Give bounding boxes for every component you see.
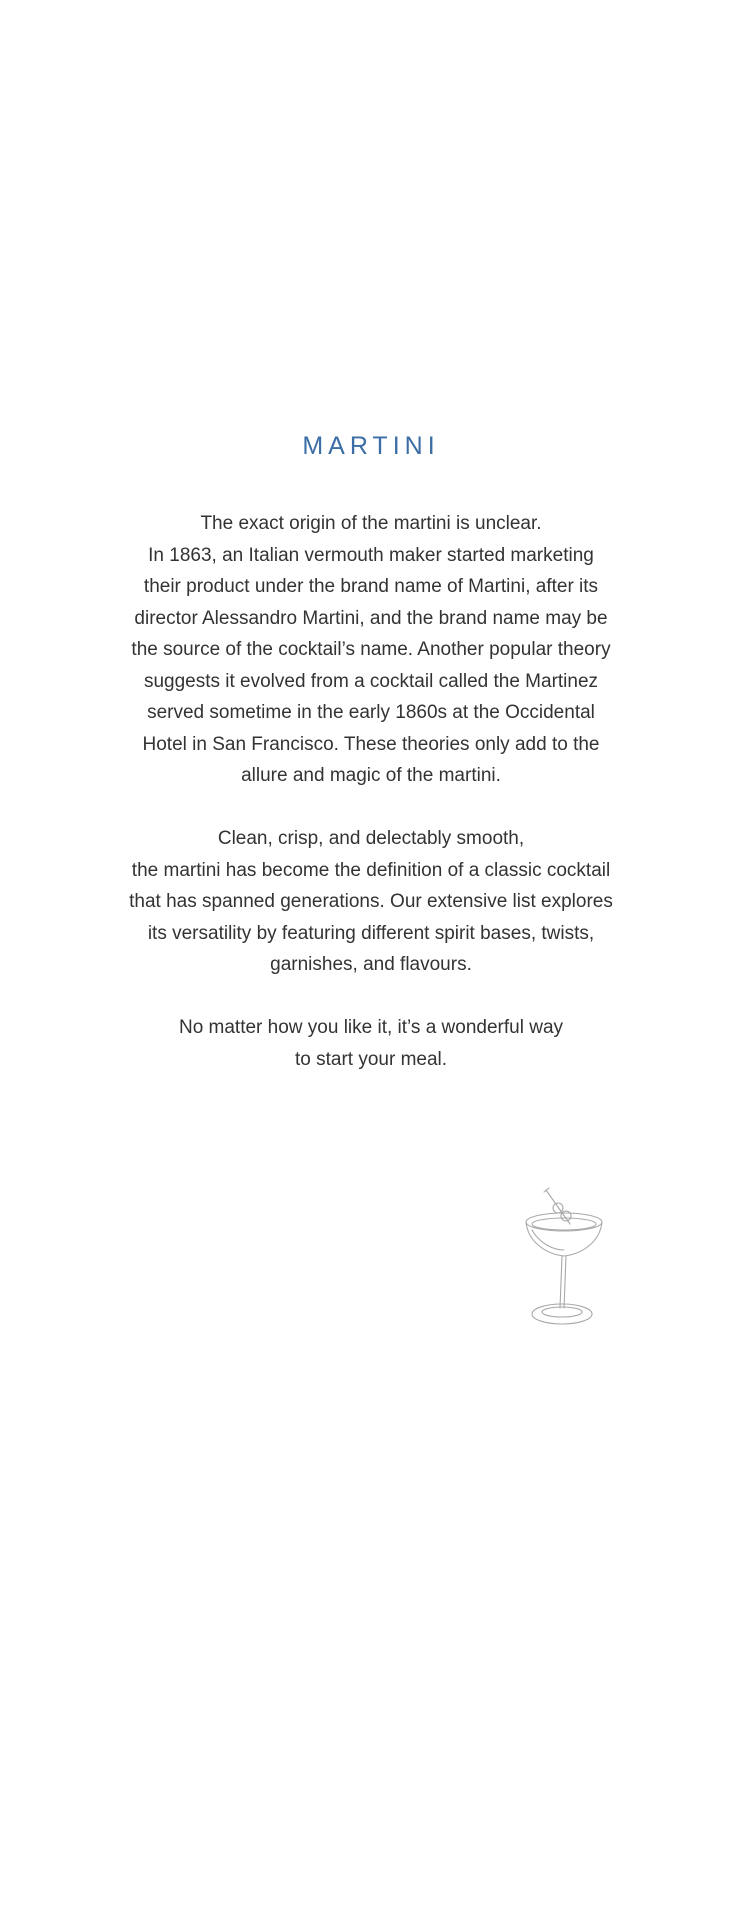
text-line: to start your meal.: [294, 1048, 448, 1070]
text-line: the source of the cocktail’s name. Another popular theory: [131, 639, 611, 660]
text-line: Clean, crisp, and delectably smooth,: [217, 828, 525, 849]
martini-glass-icon: [524, 1186, 608, 1326]
text-line: garnishes, and flavours.: [270, 954, 472, 975]
text-line: the martini has become the definition of a classic cocktail: [131, 859, 611, 881]
text-line: that has spanned generations. Our extensive list explores: [129, 891, 613, 912]
text-line: director Alessandro Martini, and the brand name may be: [134, 607, 608, 629]
text-line: Hotel in San Francisco. These theories only add to the: [142, 733, 600, 755]
intro-text: [100, 508, 642, 1107]
closing-paragraph: [100, 1012, 642, 1075]
text-line: In 1863, an Italian vermouth maker started marketing: [148, 544, 594, 566]
classic-paragraph: [100, 823, 642, 981]
text-line: served sometime in the early 1860s at the Occidental: [147, 702, 595, 723]
text-line: No matter how you like it, it’s a wonderful way: [178, 1017, 564, 1038]
text-line: suggests it evolved from a cocktail called the Martinez: [143, 670, 599, 692]
page-title: MARTINI: [302, 432, 440, 460]
text-line: allure and magic of the martini.: [241, 765, 501, 786]
text-line: The exact origin of the martini is unclear.: [200, 513, 542, 534]
origin-paragraph: [100, 508, 642, 792]
text-line: its versatility by featuring different spirit bases, twists,: [147, 922, 595, 944]
text-line: their product under the brand name of Martini, after its: [143, 576, 599, 597]
